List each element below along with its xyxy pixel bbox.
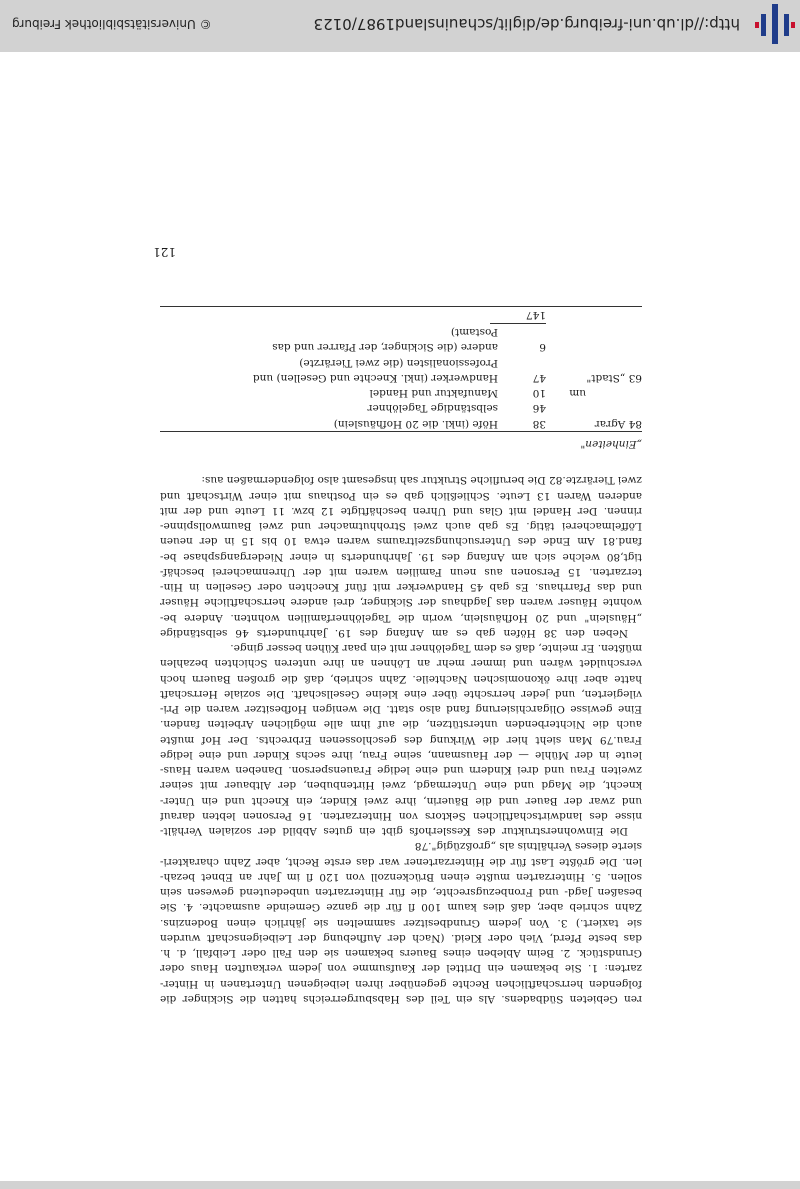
table-row (160, 416, 642, 431)
text-line: besaßen Jagd- und Fronbezugsrechte, die für Hinterzarten unbedeutend gewesen sein (160, 886, 642, 899)
text-line: rinnen. Der Handel mit Glas und Uhren beschäftigte 12 bzw. 11 Leute und der mit (160, 505, 642, 517)
table-row (160, 339, 642, 354)
total-cell (160, 307, 546, 324)
row-count (498, 355, 546, 370)
copyright-text: © Universitätsbibliothek Freiburg (12, 17, 212, 31)
table-row (160, 370, 642, 385)
table-top-rule (160, 431, 642, 432)
footer-copyright (12, 17, 212, 31)
text-line: das beste Pferd, Vieh oder Kleid. (Nach der Aufhebung der Leibeigenschaft wurden (160, 932, 642, 944)
text-line: Neben den 38 Höfen gab es am Anfang des 19. Jahrhunderts 46 selbständige (160, 627, 628, 639)
table-row (160, 324, 642, 339)
row-count (498, 324, 546, 339)
table-bottom-rule (160, 306, 642, 307)
text-line: vilegierten, und jeder herrschte über eine kleine Gesellschaft. Die soziale Herrschaft (160, 688, 642, 700)
text-line: tigt,80 welche sich am Anfang des 19. Jahrhunderts in einer Niedergangsphase be- (160, 550, 642, 563)
row-prefix (546, 416, 586, 431)
text-line: leute in der Mühle — der Hausmann, seine Frau, ihre sechs Kinder und eine ledige (160, 749, 642, 761)
row-group (586, 385, 642, 400)
table-body (160, 307, 642, 431)
row-prefix (546, 339, 586, 354)
row-prefix (546, 370, 586, 385)
table-row (160, 385, 642, 400)
text-line: knecht, die Magd und eine Untermagd, zwei Hirtenbuben, der Altbauer mit seiner (160, 779, 642, 792)
footer-url-link[interactable]: http://dl.ub.uni-freiburg.de/diglit/schauinsland1987/0123 (313, 15, 740, 33)
table-caption: „Einheiten" (580, 438, 642, 450)
row-prefix (546, 324, 586, 339)
text-line: ren Gebieten Südbadens. Als ein Teil des Habsburgerreichs hatten die Sickinger die (160, 993, 642, 1005)
text-line: sollen. 5. Hinterzarten mußte einen Brückenzoll von 120 fl im Jahr an Ebnet bezah- (160, 871, 642, 883)
row-description: selbständige Tagelöhner (367, 402, 498, 415)
text-line: Die Einwohnerstruktur des Kesslerhofs gibt ein gutes Abbild der sozialen Verhält- (160, 825, 628, 838)
text-line: nisse des landwirtschaftlichen Sektors von Hinterzarten. 16 Personen lebten darauf (160, 810, 642, 822)
text-line: zwei Tierärzte.82 Die berufliche Struktur sah insgesamt also folgendermaßen aus: (201, 474, 642, 487)
text-line: zweiten Frau und drei Kindern und eine ledige Frauensperson. Daneben waren Haus- (160, 764, 642, 777)
text-line: anderen Waren 13 Leute. Schließlich gab es ein Posthaus mit einer Wirtschaft und (160, 489, 642, 502)
text-line: fand.81 Am Ende des Untersuchungszeitraums waren etwa 10 bis 15 in der neuen (160, 535, 642, 548)
text-line: hatte aber ihre ökonomischen Nachteile. Zahn schrieb, daß die großen Bauern hoch (160, 672, 642, 685)
text-line: len. Die größte Last für die Hinterzartener war das erste Recht, aber Zahn charakteri- (160, 855, 642, 868)
table-total: 147 (490, 307, 546, 324)
row-description: Professionalisten (die zwei Tierärzte) (299, 356, 498, 369)
text-line: und das Pfarrhaus. Es gab 45 Handwerker mit fünf Knechten oder Gesellen in Hin- (160, 581, 642, 594)
text-line: verschuldet wären und immer mehr an Löhnen an ihre unteren Schichten bezahlen (160, 657, 642, 670)
row-description: Höfe (inkl. die 20 Hofhäuslein) (333, 417, 498, 430)
top-strip (0, 1181, 800, 1189)
row-count: 46 (532, 402, 546, 415)
text-line: müßten. Er meinte, daß es dem Tagelöhner mit ein paar Kühen besser ginge. (230, 642, 642, 655)
row-description: Handwerker (inkl. Knechte und Gesellen) und (252, 372, 498, 384)
university-library-logo-icon (753, 2, 797, 46)
row-count: 10 (532, 387, 546, 400)
occupation-table (160, 306, 642, 451)
row-count: 47 (532, 372, 546, 384)
row-group: 84 Agrar (594, 417, 642, 430)
row-count: 38 (532, 417, 546, 430)
text-line: „Häuslein" und 20 Hofhäuslein, worin die Tagelöhnerfamilien wohnten. Andere be- (160, 611, 642, 624)
row-prefix (546, 355, 586, 370)
text-line: Frau.79 Man sieht hier die Wirkung des geschlossenen Erbrechts. Der Hof mußte (160, 733, 642, 746)
text-line: terzarten. 15 Personen aus neun Familien waren mit der Uhrenmacherei beschäf- (160, 566, 642, 578)
row-group (586, 324, 642, 339)
text-line: Eine gewisse Oligarchisierung fand also statt. Die wenigen Hofbesitzer waren die Pri- (160, 703, 642, 716)
text-line: sie taxiert.) 3. Von jedem Grundbesitzer sammelten sie jährlich einen Bodenzins. (160, 916, 642, 929)
text-line: wohnte Häuser waren das Jagdhaus der Sickinger, drei andere herrschaftliche Häuser (160, 596, 642, 609)
text-line: folgenden herrschaftlichen Rechte gegenüber ihren leibeigenen Untertanen in Hinter- (160, 977, 642, 990)
text-line: auch die Nichterbenden unterstützen, die auf ihm alle möglichen Arbeiten fanden. (160, 718, 642, 731)
row-description: Manufaktur und Handel (369, 387, 498, 400)
row-description: andere (die Sickinger, der Pfarrer und das (272, 341, 498, 354)
row-description: Postamt) (450, 326, 498, 339)
body-text (160, 472, 642, 1006)
text-line: sierte dieses Verhältnis als „großzügig".78 (414, 840, 642, 853)
row-count: 6 (539, 341, 546, 354)
total-spacer (546, 307, 586, 324)
text-line: zarten: 1. Sie bekamen ein Drittel der Kaufsumme von jedem verkauften Haus oder (160, 962, 642, 975)
table-row (160, 400, 642, 415)
text-line: Zahn schrieb aber, daß dies kaum 100 fl für die ganze Gemeinde ausmachte. 4. Sie (160, 901, 642, 914)
row-prefix: um (569, 387, 586, 400)
row-group (586, 400, 642, 415)
table-total-row (160, 307, 642, 324)
row-prefix (546, 400, 586, 415)
row-group (586, 355, 642, 370)
text-line: Grundstück. 2. Beim Ableben eines Bauers bekamen sie den Fall oder Leibfall, d. h. (160, 947, 642, 960)
table-row (160, 355, 642, 370)
text-line: Löffelmacherei tätig. Es gab auch zwei Strohhutmacher und zwei Baumwollspinne- (160, 520, 642, 533)
row-group: 63 „Stadt" (586, 372, 642, 384)
row-group (586, 339, 642, 354)
total-spacer (586, 307, 642, 324)
text-line: und zwar der Bauer und die Bäuerin, ihre zwei Kinder, ein Knecht und ein Unter- (160, 794, 642, 807)
page-number: 121 (153, 245, 176, 259)
